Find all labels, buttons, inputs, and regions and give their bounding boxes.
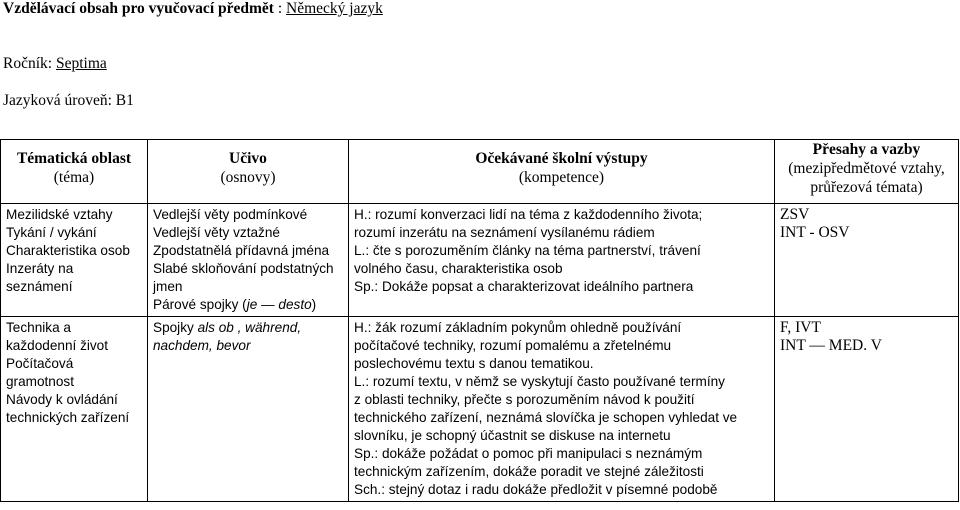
column-subtitle: (téma) bbox=[53, 169, 95, 186]
column-title: Tématická oblast bbox=[16, 150, 132, 167]
outcome-line: Sp.: Dokáže popsat a charakterizovat ideálního partnera bbox=[354, 279, 694, 294]
level-heading bbox=[3, 92, 134, 110]
outcome-line: L.: rozumí textu, v němž se vyskytují často používané termíny bbox=[354, 374, 725, 389]
outcome-line: rozumí inzerátu na seznámení vysílanému rádiem bbox=[354, 225, 655, 240]
content-line: Párové spojky (je — desto) bbox=[153, 297, 317, 312]
content-line: Zpodstatnělá přídavná jména bbox=[153, 243, 330, 258]
column-subtitle: (mezipředmětové vztahy, průřezová témata) bbox=[788, 160, 945, 196]
links-cell bbox=[775, 204, 959, 317]
outcome-line: počítačové techniky, rozumí pomalému a zřetelnému bbox=[354, 338, 672, 353]
outcome-line: z oblasti techniky, přečte s porozuměním návod k použití bbox=[354, 392, 695, 407]
curriculum-table bbox=[0, 139, 959, 502]
conjunction-example: nachdem, bevor bbox=[153, 338, 251, 353]
content-line: Vedlejší věty vztažné bbox=[153, 225, 280, 240]
column-header-topic bbox=[1, 140, 148, 204]
table-row bbox=[1, 204, 959, 317]
topic-line: každodenní život bbox=[6, 338, 109, 353]
conjunction-example: als ob , während, bbox=[197, 320, 302, 335]
table-row bbox=[1, 317, 959, 502]
link-line: INT - OSV bbox=[780, 224, 850, 241]
outcomes-cell bbox=[349, 204, 775, 317]
subject-value: Německý jazyk bbox=[286, 0, 383, 17]
outcome-line: H.: žák rozumí základním pokynům ohledně používání bbox=[354, 320, 682, 335]
outcome-line: technickým zařízením, dokáže poradit ve stejné záležitosti bbox=[354, 464, 704, 479]
outcome-line: technického zařízení, neznámá slovíčka je schopen vyhledat ve bbox=[354, 410, 738, 425]
topic-cell bbox=[1, 204, 148, 317]
subject-heading bbox=[3, 0, 383, 18]
grade-heading bbox=[3, 55, 107, 73]
topic-line: Tykání / vykání bbox=[6, 225, 97, 240]
topic-line: technických zařízení bbox=[6, 410, 130, 425]
content-line: Slabé skloňování podstatných bbox=[153, 261, 334, 276]
link-line: INT — MED. V bbox=[780, 337, 882, 354]
outcome-line: volného času, charakteristika osob bbox=[354, 261, 563, 276]
content-line: jmen bbox=[153, 279, 183, 294]
conjunction-example: je — desto bbox=[246, 297, 312, 312]
subject-separator: : bbox=[273, 0, 287, 17]
grade-value: Septima bbox=[55, 55, 107, 72]
column-header-outcomes bbox=[349, 140, 775, 204]
column-subtitle: (osnovy) bbox=[220, 169, 276, 186]
content-line: Vedlejší věty podmínkové bbox=[153, 207, 308, 222]
content-line: Spojky als ob , während, bbox=[153, 320, 302, 335]
outcome-line: slovníku, je schopný účastnit se diskuse na internetu bbox=[354, 428, 671, 443]
column-subtitle: (kompetence) bbox=[518, 169, 605, 186]
subject-label: Vzdělávací obsah pro vyučovací předmět bbox=[3, 0, 274, 17]
outcome-line: poslechovému textu s danou tematikou. bbox=[354, 356, 594, 371]
content-cell bbox=[148, 317, 349, 502]
links-cell bbox=[775, 317, 959, 502]
link-line: F, IVT bbox=[780, 319, 821, 336]
topic-line: gramotnost bbox=[6, 374, 75, 389]
outcome-line: L.: čte s porozuměním články na téma partnerství, trávení bbox=[354, 243, 701, 258]
outcomes-cell bbox=[349, 317, 775, 502]
level-label: Jazyková úroveň: B1 bbox=[3, 92, 134, 109]
column-header-content bbox=[148, 140, 349, 204]
content-line bbox=[153, 337, 343, 355]
link-line: ZSV bbox=[780, 206, 810, 223]
topic-line: Návody k ovládání bbox=[6, 392, 118, 407]
topic-line: Inzeráty na bbox=[6, 261, 74, 276]
outcome-line: Sch.: stejný dotaz i radu dokáže předložit v písemné podobě bbox=[354, 482, 718, 497]
outcome-line: Sp.: dokáže požádat o pomoc při manipulaci s neznámým bbox=[354, 446, 703, 461]
topic-line: Mezilidské vztahy bbox=[6, 207, 113, 222]
column-header-links bbox=[775, 140, 959, 204]
outcome-line: H.: rozumí konverzaci lidí na téma z každodenního života; bbox=[354, 207, 703, 222]
topic-line: Charakteristika osob bbox=[6, 243, 130, 258]
content-cell bbox=[148, 204, 349, 317]
column-title: Očekávané školní výstupy bbox=[475, 150, 648, 167]
topic-line: Počítačová bbox=[6, 356, 74, 371]
topic-line: Technika a bbox=[6, 320, 71, 335]
topic-cell bbox=[1, 317, 148, 502]
column-title: Učivo bbox=[229, 150, 267, 167]
topic-line: seznámení bbox=[6, 279, 73, 294]
grade-label: Ročník: bbox=[3, 55, 56, 72]
table-header-row bbox=[1, 140, 959, 204]
column-title: Přesahy a vazby bbox=[812, 141, 921, 158]
